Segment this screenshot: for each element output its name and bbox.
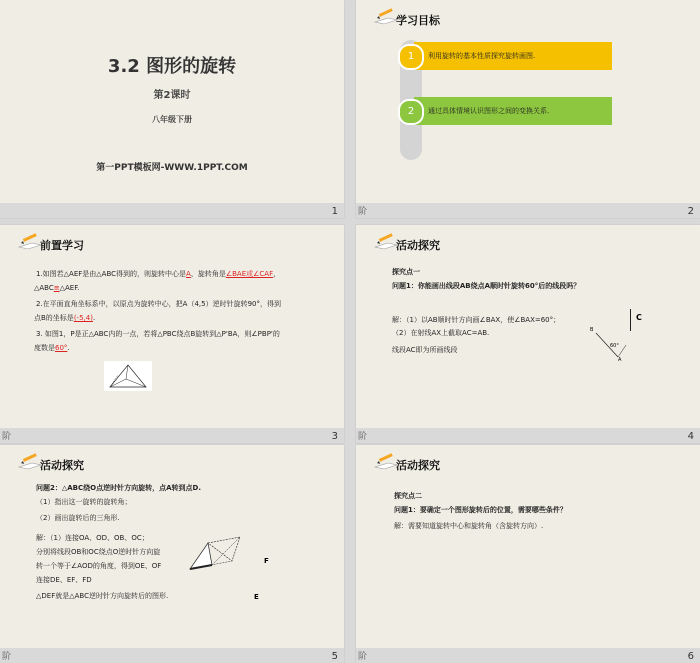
slide-number: 4 — [687, 431, 694, 442]
slide-number: 6 — [687, 651, 694, 662]
label-b: B — [590, 327, 594, 333]
slide-footer — [356, 428, 700, 443]
question-2a: （1）指出这一旋转的旋转角； — [36, 498, 132, 506]
pencil-book-icon — [374, 8, 398, 26]
question-2-line-1: 2.在平面直角坐标系中，以原点为旋转中心，把A（4,5）逆时针旋转90°，得到 — [36, 300, 282, 308]
label-e: E — [254, 593, 259, 601]
goal-number-2: 2 — [398, 99, 424, 125]
slide-title: 3.2 图形的旋转 — [107, 56, 237, 77]
header-title: 活动探究 — [396, 459, 440, 472]
question-2b: （2）画出旋转后的三角形. — [36, 514, 120, 522]
question-1-line-1: 1.如图若△AEF是由△ABC得到的，则旋转中心是A，旋转角是∠BAE或∠CAF， — [36, 270, 281, 278]
label-f: F — [264, 557, 269, 565]
slide-number: 3 — [331, 431, 338, 442]
solution-step-1: 解：（1）以AB顺时针方向画∠BAX，使∠BAX=60°； — [392, 316, 561, 324]
slide-thumbnail-4[interactable] — [356, 225, 700, 443]
solution-step-4: 连接DE、EF、FD — [36, 576, 92, 584]
label-a: A — [618, 357, 622, 363]
slide-footer — [0, 428, 344, 443]
question-1: 问题1：你能画出线段AB绕点A顺时针旋转60°后的线段吗？ — [392, 282, 581, 290]
solution-step-1: 解：（1）连接OA、OD、OB、OC； — [36, 534, 149, 542]
label-c: C — [636, 313, 642, 322]
vertical-line — [630, 309, 631, 331]
header-title: 学习目标 — [396, 14, 440, 27]
answer-degree: 60° — [55, 344, 68, 352]
solution-step-2: 分别将线段OB和OC绕点O逆时针方向旋 — [36, 548, 161, 556]
footer-mark: 阶 — [358, 207, 368, 217]
site-label: 第一PPT模板网-WWW.1PPT.COM — [96, 163, 248, 173]
pencil-book-icon — [374, 233, 398, 251]
pencil-book-icon — [374, 453, 398, 471]
rotation-figure — [186, 529, 248, 577]
slide-thumbnail-2[interactable] — [356, 0, 700, 218]
exploration-point: 探究点一 — [392, 268, 420, 276]
header-title: 前置学习 — [40, 239, 84, 252]
label-angle: 60° — [610, 343, 619, 349]
solution-step-2: （2）在射线AX上截取AC=AB. — [392, 329, 490, 337]
slide-number: 1 — [331, 206, 338, 217]
slide-thumbnail-1[interactable] — [0, 0, 344, 218]
exploration-point: 探究点二 — [394, 492, 422, 500]
solution-step-3: 转一个等于∠AOD的角度，得到OE、OF — [36, 562, 162, 570]
answer-coordinate: (-5,4) — [73, 314, 93, 322]
goal-number-1: 1 — [398, 44, 424, 70]
slide-footer — [0, 203, 344, 218]
triangle-figure — [104, 361, 152, 391]
answer-congruent: ≌ — [53, 284, 60, 292]
pencil-book-icon — [18, 453, 42, 471]
footer-mark: 阶 — [358, 432, 368, 442]
slide-subtitle: 第2课时 — [153, 90, 191, 101]
slide-footer — [0, 648, 344, 663]
question-1-line-2: △ABC≌△AEF. — [34, 284, 80, 292]
answer-angle: ∠BAE或∠CAF — [225, 270, 274, 278]
answer-1: 解：需要知道旋转中心和旋转角（含旋转方向）. — [394, 522, 544, 530]
solution-step-3: 线段AC即为所画线段 — [392, 346, 458, 354]
footer-mark: 阶 — [2, 652, 12, 662]
slide-footer — [356, 648, 700, 663]
question-2: 问题2：△ABC绕O点逆时针方向旋转，点A转到点D. — [36, 484, 201, 492]
question-1: 问题1：要确定一个图形旋转后的位置，需要哪些条件？ — [394, 506, 567, 514]
answer-center: A — [186, 270, 191, 278]
slide-footer — [356, 203, 700, 218]
header-title: 活动探究 — [396, 239, 440, 252]
goal-text-1: 利用旋转的基本性质探究旋转画图. — [428, 52, 536, 60]
question-3-line-2: 度数是60°. — [34, 344, 70, 352]
footer-mark: 阶 — [2, 432, 12, 442]
grade-label: 八年级下册 — [152, 115, 192, 124]
question-3-line-1: 3. 如图1，P是正△ABC内的一点，若将△PBC绕点B旋转到△P'BA，则∠PBP'的 — [36, 330, 280, 338]
slide-number: 2 — [687, 206, 694, 217]
slide-number: 5 — [331, 651, 338, 662]
footer-mark: 阶 — [358, 652, 368, 662]
slide-thumbnail-6[interactable] — [356, 445, 700, 663]
goal-text-2: 通过具体情境认识图形之间的变换关系. — [428, 107, 550, 115]
pencil-book-icon — [18, 233, 42, 251]
slide-thumbnail-5[interactable] — [0, 445, 344, 663]
header-title: 活动探究 — [40, 459, 84, 472]
solution-step-5: △DEF就是△ABC逆时针方向旋转后的图形. — [36, 592, 169, 600]
question-2-line-2: 点B的坐标是(-5,4). — [34, 314, 96, 322]
slide-thumbnail-3[interactable] — [0, 225, 344, 443]
